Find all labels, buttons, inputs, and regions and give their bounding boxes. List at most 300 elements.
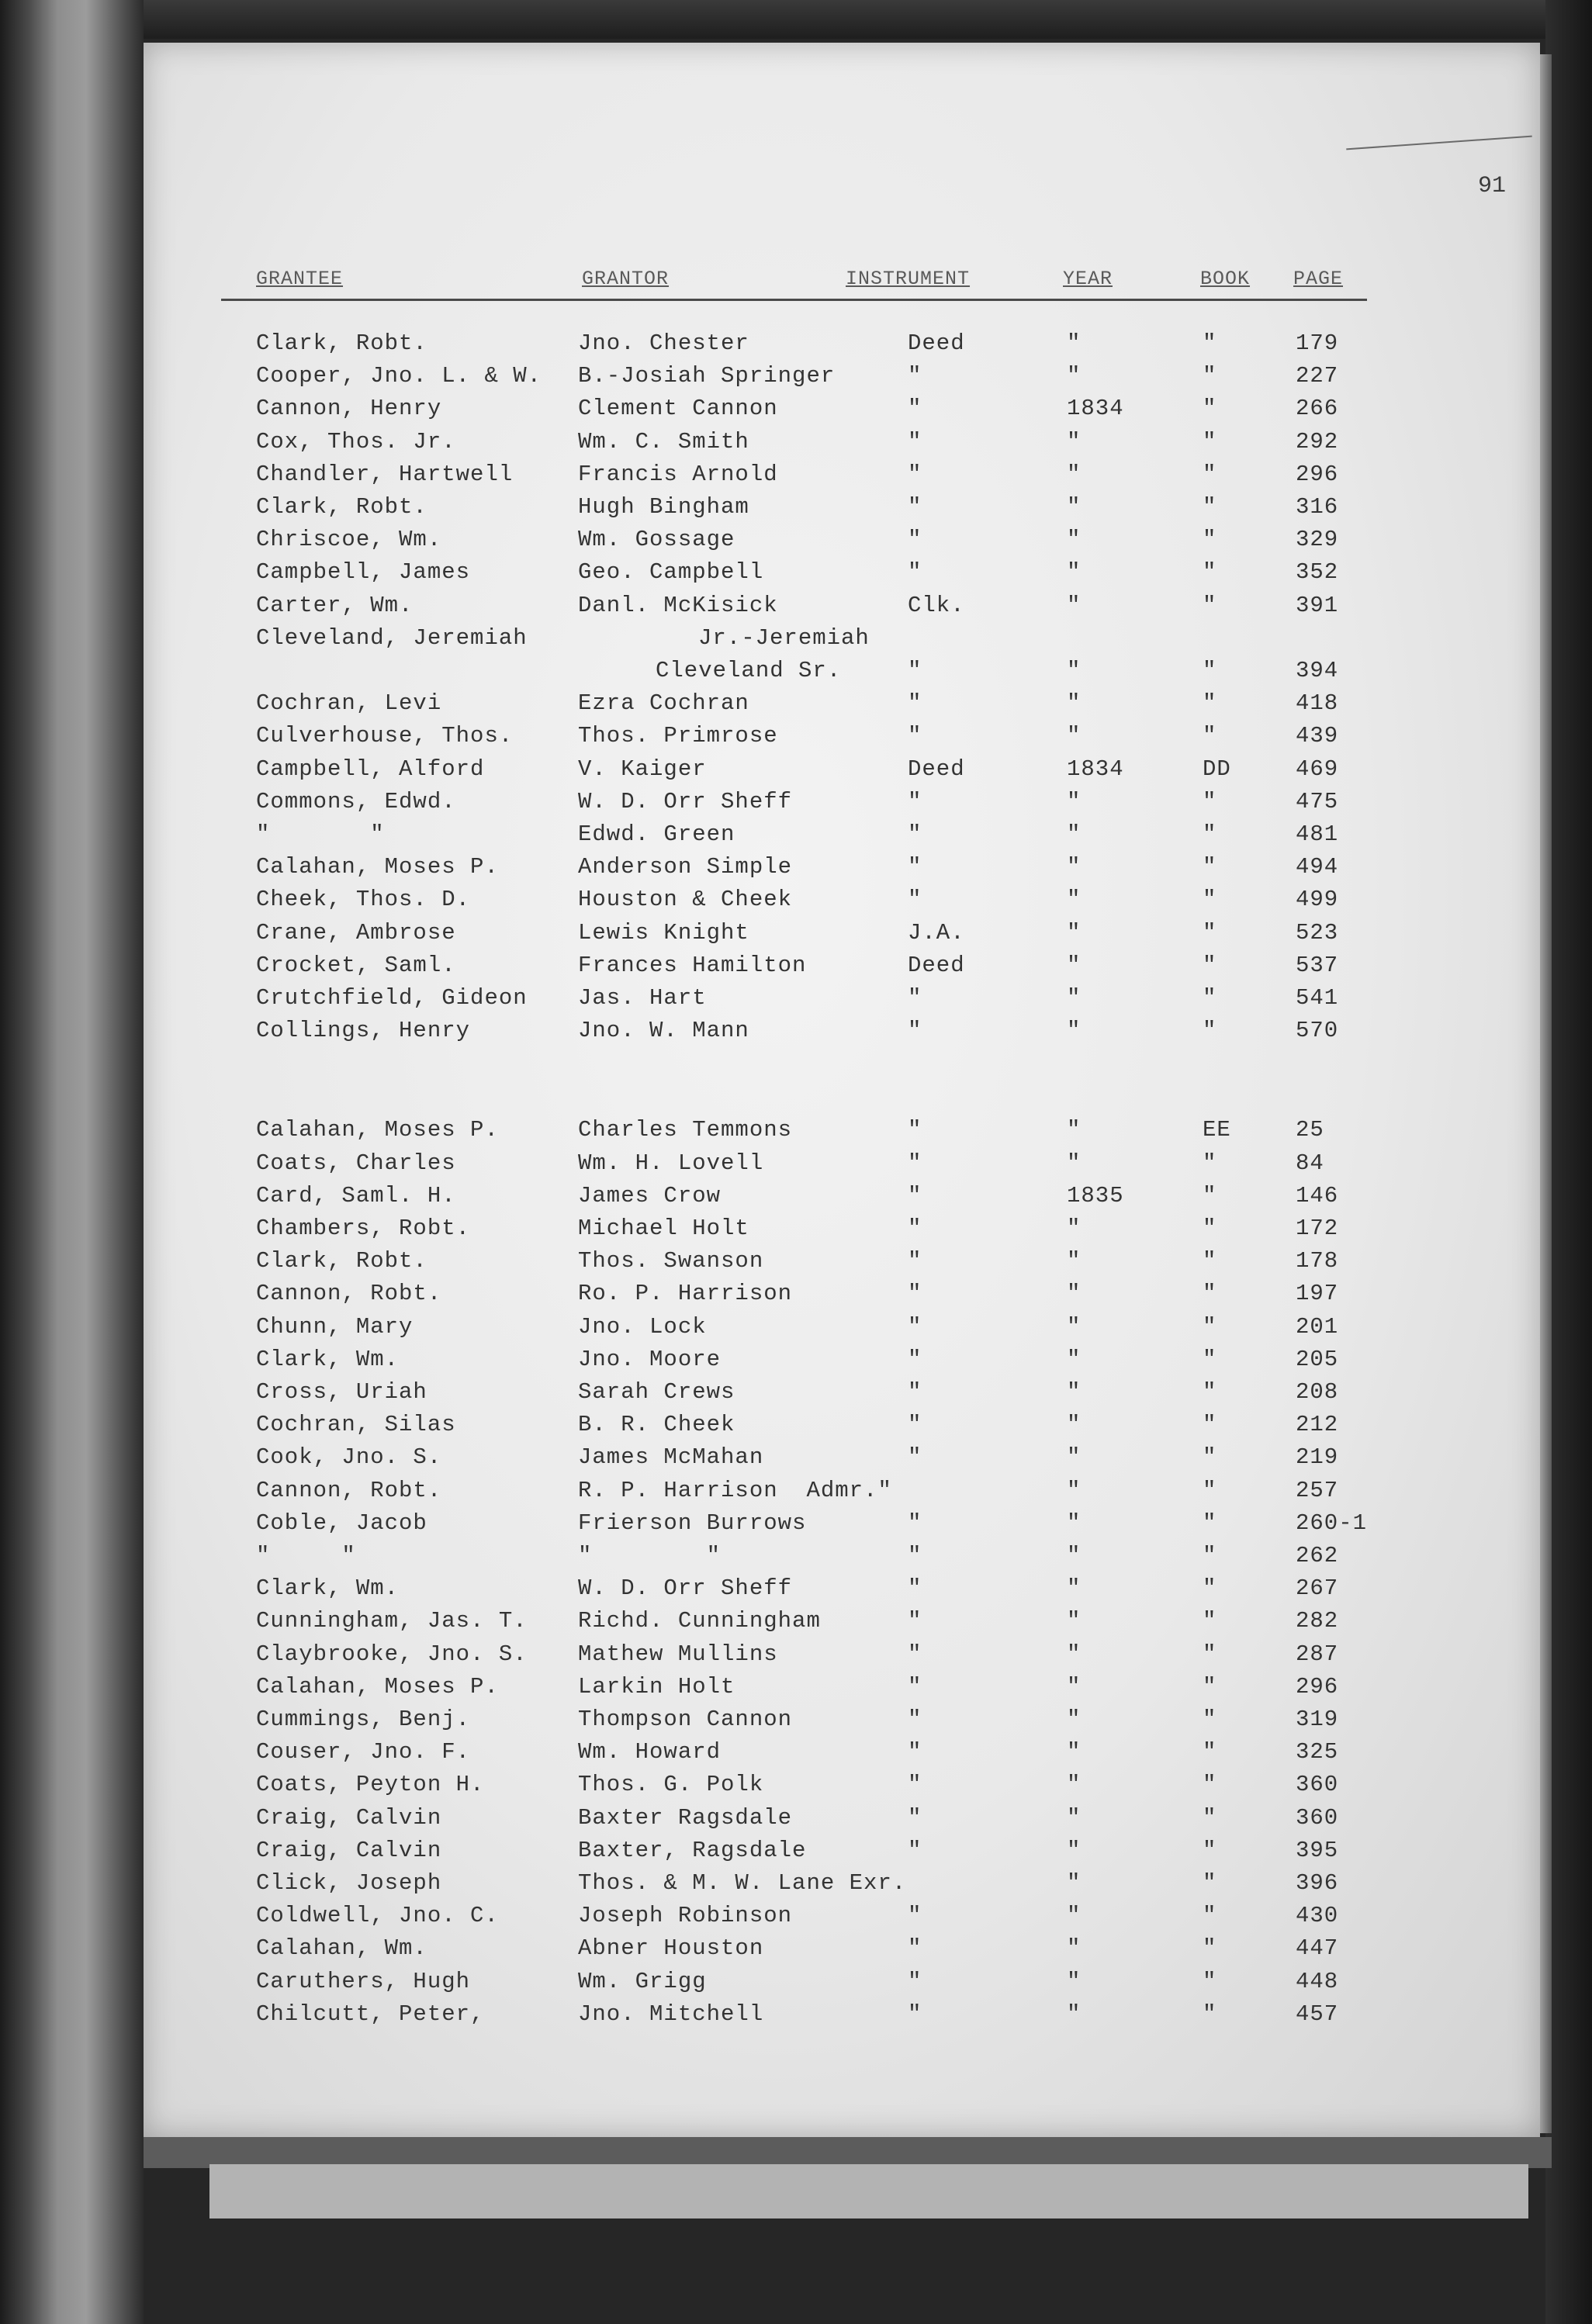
cell-grantor: Wm. Grigg (578, 1969, 707, 1994)
cell-year: " (1067, 953, 1082, 978)
cell-page: 352 (1296, 559, 1339, 585)
cell-year: " (1067, 690, 1082, 716)
cell-instrument: " (908, 1150, 922, 1176)
cell-page: 84 (1296, 1150, 1324, 1176)
cell-book: " (1203, 593, 1217, 618)
cell-book: " (1203, 985, 1217, 1011)
cell-grantee: Clark, Robt. (256, 1248, 427, 1274)
cell-grantor: Charles Temmons (578, 1117, 793, 1143)
cell-book: " (1203, 920, 1217, 946)
cell-book: " (1203, 1707, 1217, 1732)
table-row (144, 1247, 1540, 1280)
cell-book: " (1203, 1903, 1217, 1928)
cell-grantor: Francis Arnold (578, 462, 778, 487)
cell-page: 172 (1296, 1216, 1339, 1241)
cell-instrument: " (908, 1969, 922, 1994)
cell-page: 296 (1296, 1674, 1339, 1700)
cell-page: 418 (1296, 690, 1339, 716)
cell-book: " (1203, 2001, 1217, 2027)
cell-instrument: " (908, 1805, 922, 1831)
cell-year: " (1067, 789, 1082, 814)
cell-page: 325 (1296, 1739, 1339, 1765)
cell-grantor: Jno. W. Mann (578, 1018, 749, 1043)
table-row (144, 821, 1540, 853)
cell-grantor: Danl. McKisick (578, 593, 778, 618)
table-row (144, 1902, 1540, 1935)
cell-instrument: " (908, 494, 922, 520)
cell-year: " (1067, 363, 1082, 389)
cell-instrument: " (908, 1117, 922, 1143)
cell-grantor: Thos. Primrose (578, 723, 778, 749)
header-grantee: GRANTEE (256, 268, 344, 290)
cell-grantor: Ezra Cochran (578, 690, 749, 716)
cell-book: " (1203, 396, 1217, 421)
table-row (144, 592, 1540, 624)
cell-instrument: " (908, 1575, 922, 1601)
table-row (144, 1837, 1540, 1869)
cell-book: " (1203, 494, 1217, 520)
table-row (144, 1935, 1540, 1967)
column-header-row (144, 268, 1540, 299)
cell-page: 395 (1296, 1838, 1339, 1863)
cell-grantee: Cook, Jno. S. (256, 1444, 442, 1470)
cell-page: 481 (1296, 821, 1339, 847)
cell-book: " (1203, 1608, 1217, 1634)
cell-year: " (1067, 1772, 1082, 1797)
cell-grantee: Calahan, Moses P. (256, 1117, 499, 1143)
cell-page: 267 (1296, 1575, 1339, 1601)
cell-grantor: Thos. G. Polk (578, 1772, 764, 1797)
cell-book: " (1203, 1444, 1217, 1470)
cell-instrument: " (908, 1314, 922, 1340)
table-row (144, 1771, 1540, 1804)
cell-instrument: " (908, 1838, 922, 1863)
cell-grantee: Cochran, Silas (256, 1412, 456, 1437)
cell-instrument: " (908, 1608, 922, 1634)
cell-grantee: Campbell, James (256, 559, 471, 585)
table-row (144, 1542, 1540, 1575)
cell-page: 212 (1296, 1412, 1339, 1437)
cell-grantee: " " (256, 821, 385, 847)
cell-grantee: Cheek, Thos. D. (256, 887, 471, 912)
cell-grantee: Card, Saml. H. (256, 1183, 456, 1209)
table-row (144, 1968, 1540, 2001)
cell-grantee: Cross, Uriah (256, 1379, 427, 1405)
cell-book: " (1203, 1510, 1217, 1536)
cell-book: " (1203, 330, 1217, 356)
table-row (144, 1411, 1540, 1444)
cell-grantee: Cooper, Jno. L. & W. (256, 363, 542, 389)
table-row (144, 428, 1540, 461)
table-row (144, 1641, 1540, 1673)
table-row (144, 657, 1540, 690)
cell-grantee: Chunn, Mary (256, 1314, 414, 1340)
cell-year: " (1067, 854, 1082, 880)
cell-instrument: " (908, 1739, 922, 1765)
cell-book: " (1203, 1347, 1217, 1372)
cell-book: " (1203, 887, 1217, 912)
cell-instrument: " (908, 1641, 922, 1667)
cell-grantee: Campbell, Alford (256, 756, 485, 782)
cell-book: " (1203, 723, 1217, 749)
cell-year: 1835 (1067, 1183, 1124, 1209)
cell-instrument: " (908, 1281, 922, 1306)
cell-year: 1834 (1067, 756, 1124, 782)
cell-year: " (1067, 1018, 1082, 1043)
cell-grantee: Chilcutt, Peter, (256, 2001, 485, 2027)
cell-grantor: Anderson Simple (578, 854, 793, 880)
table-row (144, 690, 1540, 722)
cell-grantor: Abner Houston (578, 1935, 764, 1961)
cell-grantor: Baxter Ragsdale (578, 1805, 793, 1831)
cell-year: " (1067, 1248, 1082, 1274)
cell-page: 316 (1296, 494, 1339, 520)
cell-instrument: " (908, 1018, 922, 1043)
cell-page: 179 (1296, 330, 1339, 356)
table-row (144, 984, 1540, 1017)
cell-book: " (1203, 1838, 1217, 1863)
table-row (144, 1869, 1540, 1902)
cell-grantee: Craig, Calvin (256, 1805, 442, 1831)
cell-page: 430 (1296, 1903, 1339, 1928)
cell-grantor: R. P. Harrison Admr." (578, 1478, 892, 1503)
cell-book: " (1203, 1183, 1217, 1209)
cell-year: " (1067, 527, 1082, 552)
cell-instrument: " (908, 1903, 922, 1928)
cell-grantee: Cummings, Benj. (256, 1707, 471, 1732)
cell-year: " (1067, 494, 1082, 520)
cell-book: " (1203, 789, 1217, 814)
cell-year: 1834 (1067, 396, 1124, 421)
cell-grantee: Crane, Ambrose (256, 920, 456, 946)
cell-grantor: V. Kaiger (578, 756, 707, 782)
cell-grantee: Clark, Robt. (256, 494, 427, 520)
cell-year: " (1067, 1707, 1082, 1732)
cell-grantor: W. D. Orr Sheff (578, 789, 793, 814)
cell-grantee: Cleveland, Jeremiah (256, 625, 528, 651)
cell-grantor: Thos. & M. W. Lane Exr. (578, 1870, 907, 1896)
cell-year: " (1067, 1870, 1082, 1896)
table-row (144, 1346, 1540, 1378)
cell-instrument: " (908, 1510, 922, 1536)
cell-book: " (1203, 429, 1217, 455)
cell-grantee: Chriscoe, Wm. (256, 527, 442, 552)
cell-grantee: Calahan, Moses P. (256, 854, 499, 880)
cell-instrument: Deed (908, 953, 965, 978)
cell-grantee: Crutchfield, Gideon (256, 985, 528, 1011)
cell-page: 499 (1296, 887, 1339, 912)
table-row (144, 1477, 1540, 1510)
cell-page: 219 (1296, 1444, 1339, 1470)
cell-year: " (1067, 1216, 1082, 1241)
cell-grantee: Cox, Thos. Jr. (256, 429, 456, 455)
cell-grantor: Lewis Knight (578, 920, 749, 946)
cell-instrument: " (908, 462, 922, 487)
cell-grantee: Claybrooke, Jno. S. (256, 1641, 528, 1667)
cell-page: 475 (1296, 789, 1339, 814)
cell-page: 537 (1296, 953, 1339, 978)
cell-grantee: Chambers, Robt. (256, 1216, 471, 1241)
table-row (144, 461, 1540, 493)
cell-book: " (1203, 1543, 1217, 1568)
cell-grantee: Chandler, Hartwell (256, 462, 514, 487)
cell-grantee: Calahan, Wm. (256, 1935, 427, 1961)
cell-year: " (1067, 1641, 1082, 1667)
cell-year: " (1067, 1969, 1082, 1994)
cell-page: 570 (1296, 1018, 1339, 1043)
table-row (144, 1673, 1540, 1706)
cell-instrument: " (908, 821, 922, 847)
cell-grantor: James Crow (578, 1183, 722, 1209)
cell-book: " (1203, 1870, 1217, 1896)
cell-grantee: Cochran, Levi (256, 690, 442, 716)
cell-page: 494 (1296, 854, 1339, 880)
cell-book: " (1203, 690, 1217, 716)
cell-instrument: " (908, 854, 922, 880)
cell-grantee: " " (256, 1543, 356, 1568)
cell-grantor: Mathew Mullins (578, 1641, 778, 1667)
cell-grantee: Coats, Charles (256, 1150, 456, 1176)
cell-year: " (1067, 1903, 1082, 1928)
pencil-mark (1346, 136, 1532, 150)
cell-grantor: B. R. Cheek (578, 1412, 735, 1437)
cell-year: " (1067, 593, 1082, 618)
cell-grantor: Jno. Moore (578, 1347, 722, 1372)
cell-year: " (1067, 1412, 1082, 1437)
table-row (144, 1575, 1540, 1607)
cell-page: 448 (1296, 1969, 1339, 1994)
cell-grantor: Jr.-Jeremiah (698, 625, 870, 651)
cell-page: 25 (1296, 1117, 1324, 1143)
cell-book: " (1203, 1150, 1217, 1176)
table-row (144, 559, 1540, 591)
cell-grantee: Carter, Wm. (256, 593, 414, 618)
cell-book: " (1203, 1216, 1217, 1241)
header-instrument: INSTRUMENT (846, 268, 971, 290)
cell-page: 523 (1296, 920, 1339, 946)
table-row (144, 919, 1540, 952)
cell-book: " (1203, 1478, 1217, 1503)
cell-page: 208 (1296, 1379, 1339, 1405)
table-row (144, 1444, 1540, 1476)
cell-grantor: W. D. Orr Sheff (578, 1575, 793, 1601)
cell-year: " (1067, 1117, 1082, 1143)
cell-instrument: " (908, 1379, 922, 1405)
cell-instrument: Deed (908, 756, 965, 782)
cell-year: " (1067, 658, 1082, 683)
cell-year: " (1067, 920, 1082, 946)
header-grantor: GRANTOR (582, 268, 670, 290)
table-row (144, 1017, 1540, 1050)
header-book: BOOK (1200, 268, 1251, 290)
cell-year: " (1067, 1444, 1082, 1470)
cell-book: " (1203, 953, 1217, 978)
ledger-page (144, 43, 1540, 2137)
cell-page: 146 (1296, 1183, 1339, 1209)
scan-top-edge (144, 0, 1545, 39)
table-row (144, 526, 1540, 559)
cell-grantor: Jno. Mitchell (578, 2001, 764, 2027)
cell-grantee: Click, Joseph (256, 1870, 442, 1896)
cell-grantor: Cleveland Sr. (656, 658, 842, 683)
cell-page: 360 (1296, 1805, 1339, 1831)
table-row (144, 624, 1540, 657)
table-row (144, 1150, 1540, 1182)
cell-year: " (1067, 1150, 1082, 1176)
cell-instrument: " (908, 887, 922, 912)
cell-grantee: Cannon, Henry (256, 396, 442, 421)
cell-instrument: " (908, 396, 922, 421)
cell-instrument: " (908, 1543, 922, 1568)
header-page: PAGE (1293, 268, 1344, 290)
cell-book: " (1203, 1772, 1217, 1797)
table-row (144, 722, 1540, 755)
table-row (144, 952, 1540, 984)
table-row (144, 1378, 1540, 1411)
cell-grantor: Richd. Cunningham (578, 1608, 821, 1634)
cell-page: 201 (1296, 1314, 1339, 1340)
cell-instrument: " (908, 1216, 922, 1241)
cell-year: " (1067, 1935, 1082, 1961)
table-row (144, 853, 1540, 886)
cell-book: DD (1203, 756, 1231, 782)
cell-page: 260-1 (1296, 1510, 1368, 1536)
table-row (144, 1116, 1540, 1149)
cell-page: 394 (1296, 658, 1339, 683)
cell-grantee: Coldwell, Jno. C. (256, 1903, 499, 1928)
cell-grantor: Larkin Holt (578, 1674, 735, 1700)
cell-year: " (1067, 559, 1082, 585)
cell-grantee: Clark, Robt. (256, 330, 427, 356)
cell-year: " (1067, 1478, 1082, 1503)
cell-grantee: Caruthers, Hugh (256, 1969, 471, 1994)
table-row (144, 1607, 1540, 1640)
cell-grantee: Clark, Wm. (256, 1575, 400, 1601)
cell-book: " (1203, 1641, 1217, 1667)
cell-instrument: " (908, 1707, 922, 1732)
cell-page: 266 (1296, 396, 1339, 421)
cell-grantee: Coble, Jacob (256, 1510, 427, 1536)
cell-instrument: " (908, 559, 922, 585)
cell-page: 205 (1296, 1347, 1339, 1372)
table-row (144, 330, 1540, 362)
cell-grantor: Clement Cannon (578, 396, 778, 421)
cell-book: " (1203, 1935, 1217, 1961)
cell-grantor: " " (578, 1543, 722, 1568)
cell-instrument: " (908, 527, 922, 552)
cell-grantor: Wm. Gossage (578, 527, 735, 552)
cell-page: 329 (1296, 527, 1339, 552)
cell-page: 178 (1296, 1248, 1339, 1274)
cell-grantee: Cannon, Robt. (256, 1478, 442, 1503)
cell-grantor: B.-Josiah Springer (578, 363, 836, 389)
cell-year: " (1067, 1805, 1082, 1831)
cell-grantor: Wm. H. Lovell (578, 1150, 764, 1176)
table-row (144, 756, 1540, 788)
cell-book: " (1203, 1674, 1217, 1700)
cell-instrument: " (908, 1674, 922, 1700)
table-row (144, 1182, 1540, 1215)
cell-year: " (1067, 1379, 1082, 1405)
cell-instrument: " (908, 1347, 922, 1372)
cell-grantee: Clark, Wm. (256, 1347, 400, 1372)
cell-page: 541 (1296, 985, 1339, 1011)
cell-instrument: Clk. (908, 593, 965, 618)
cell-book: " (1203, 1248, 1217, 1274)
cell-grantor: Wm. Howard (578, 1739, 722, 1765)
cell-grantor: Ro. P. Harrison (578, 1281, 793, 1306)
cell-book: " (1203, 1739, 1217, 1765)
cell-instrument: " (908, 1935, 922, 1961)
cell-year: " (1067, 1543, 1082, 1568)
cell-instrument: " (908, 363, 922, 389)
cell-instrument: " (908, 1772, 922, 1797)
cell-grantor: Edwd. Green (578, 821, 735, 847)
table-row (144, 788, 1540, 821)
cell-grantor: Jas. Hart (578, 985, 707, 1011)
cell-page: 360 (1296, 1772, 1339, 1797)
cell-page: 292 (1296, 429, 1339, 455)
cell-page: 319 (1296, 1707, 1339, 1732)
cell-year: " (1067, 1739, 1082, 1765)
cell-instrument: Deed (908, 330, 965, 356)
cell-year: " (1067, 1608, 1082, 1634)
cell-instrument: " (908, 2001, 922, 2027)
table-row (144, 493, 1540, 526)
cell-grantor: Sarah Crews (578, 1379, 735, 1405)
cell-book: " (1203, 363, 1217, 389)
cell-grantor: Jno. Chester (578, 330, 749, 356)
cell-page: 282 (1296, 1608, 1339, 1634)
cell-page: 197 (1296, 1281, 1339, 1306)
cell-book: " (1203, 1379, 1217, 1405)
cell-book: " (1203, 462, 1217, 487)
cell-year: " (1067, 985, 1082, 1011)
cell-grantee: Crocket, Saml. (256, 953, 456, 978)
table-row (144, 2001, 1540, 2033)
cell-year: " (1067, 429, 1082, 455)
cell-book: " (1203, 1314, 1217, 1340)
cell-instrument: " (908, 1412, 922, 1437)
cell-book: " (1203, 1018, 1217, 1043)
cell-year: " (1067, 1314, 1082, 1340)
cell-grantee: Craig, Calvin (256, 1838, 442, 1863)
cell-year: " (1067, 1838, 1082, 1863)
cell-book: " (1203, 1805, 1217, 1831)
cell-grantor: Hugh Bingham (578, 494, 749, 520)
cell-instrument: " (908, 1183, 922, 1209)
table-row (144, 1738, 1540, 1771)
cell-grantor: Geo. Campbell (578, 559, 764, 585)
cell-book: " (1203, 1575, 1217, 1601)
cell-year: " (1067, 887, 1082, 912)
table-row (144, 1706, 1540, 1738)
cell-page: 227 (1296, 363, 1339, 389)
cell-page: 457 (1296, 2001, 1339, 2027)
cell-grantor: Thos. Swanson (578, 1248, 764, 1274)
cell-grantor: Thompson Cannon (578, 1707, 793, 1732)
cell-year: " (1067, 1575, 1082, 1601)
cell-grantee: Calahan, Moses P. (256, 1674, 499, 1700)
cell-grantor: Frances Hamilton (578, 953, 807, 978)
table-row (144, 1510, 1540, 1542)
scan-right-edge (1545, 0, 1592, 2324)
cell-instrument: J.A. (908, 920, 965, 946)
cell-instrument: " (908, 723, 922, 749)
cell-grantee: Culverhouse, Thos. (256, 723, 514, 749)
cell-grantor: Houston & Cheek (578, 887, 793, 912)
cell-grantee: Couser, Jno. F. (256, 1739, 471, 1765)
